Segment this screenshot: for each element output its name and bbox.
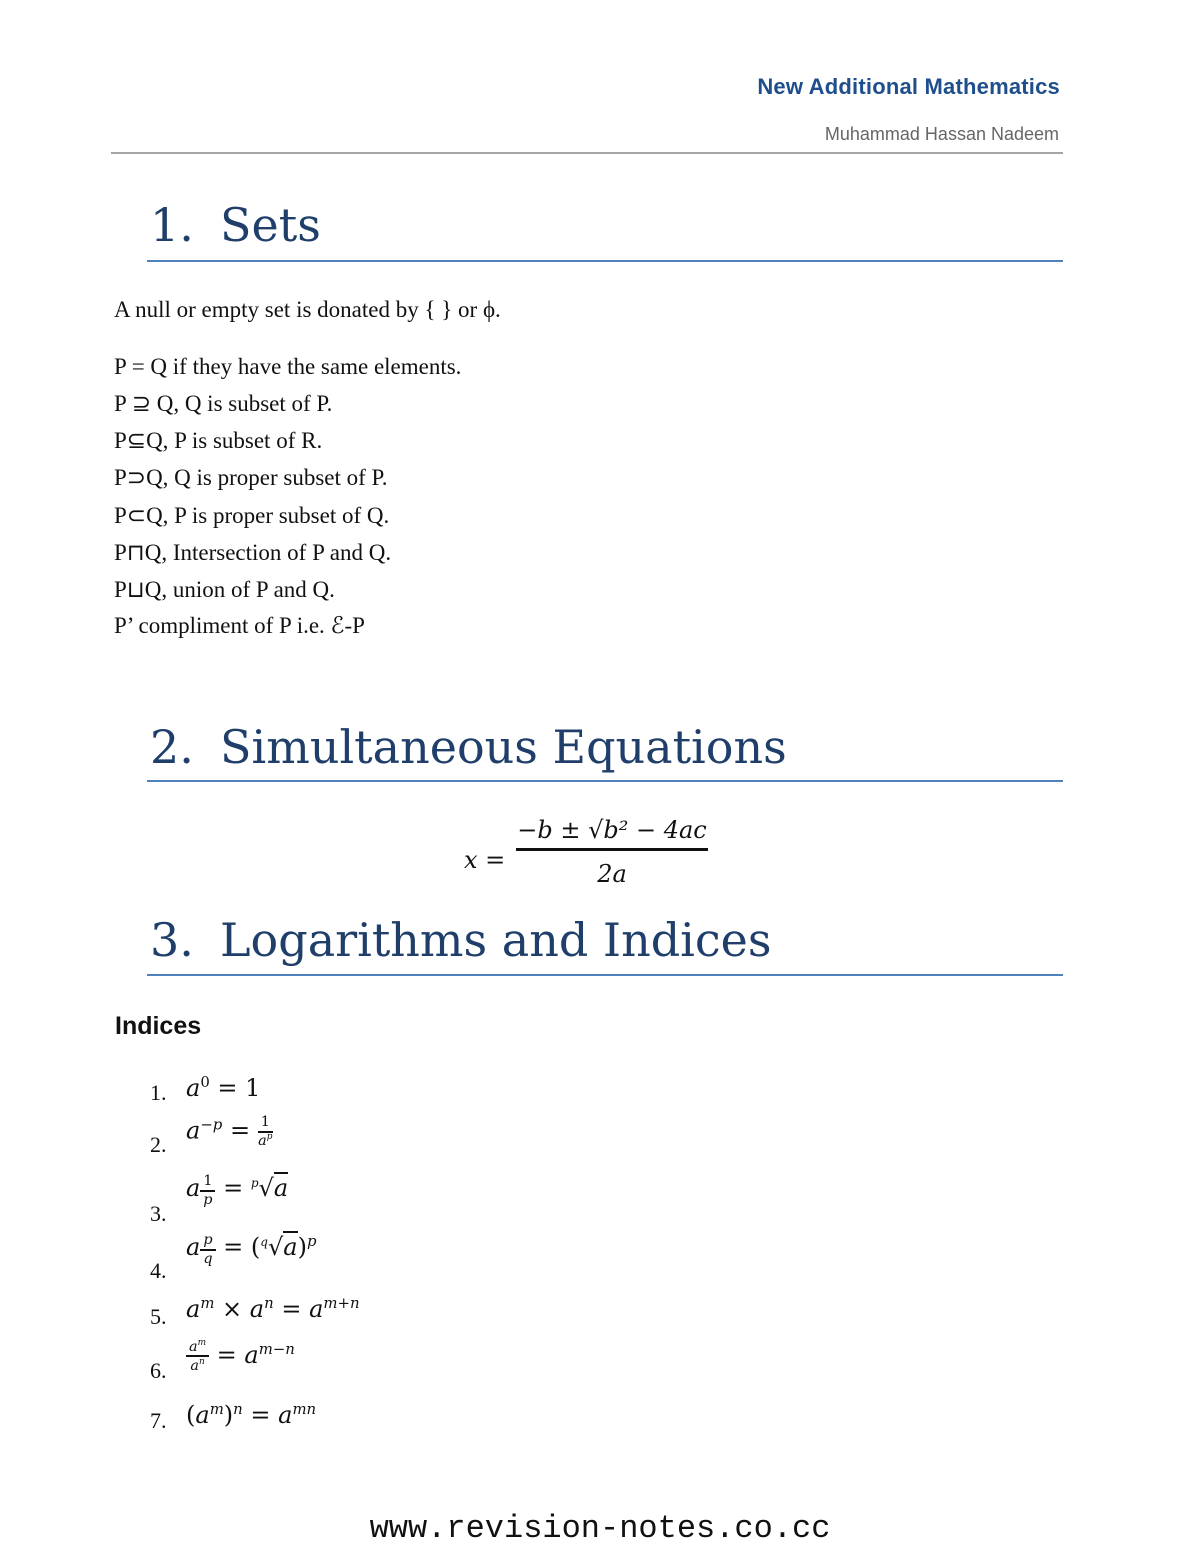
sets-line: P⊃Q, Q is proper subset of P. (114, 465, 388, 490)
section-divider (147, 974, 1063, 976)
formula-denominator: 2a (597, 860, 627, 888)
section-title-logarithms-and-indices: Logarithms and Indices (220, 913, 772, 967)
sets-line: P⊔Q, union of P and Q. (114, 577, 335, 602)
footer-website: www.revision-notes.co.cc (369, 1510, 831, 1547)
indices-heading: Indices (115, 1012, 202, 1040)
sets-line: P⊆Q, P is subset of R. (114, 428, 323, 453)
list-item-number: 3. (150, 1201, 167, 1226)
section-divider (147, 260, 1063, 262)
header-divider (111, 152, 1063, 154)
list-item-number: 7. (150, 1408, 167, 1433)
list-item-number: 6. (150, 1358, 167, 1383)
section-title-simultaneous-equations: Simultaneous Equations (220, 720, 787, 774)
document-author: Muhammad Hassan Nadeem (824, 124, 1059, 144)
index-law-fractional-root: a $\frac{1}{p}$ = $^p$√a (186, 1173, 289, 1208)
list-item-number: 5. (150, 1304, 167, 1329)
index-law-zero: $a^0 = 1$ (186, 1073, 261, 1102)
index-law-fractional-power: a $\frac{p}{q}$ = $(^q√a)^p$ (186, 1232, 317, 1267)
index-law-power-of-power: $(a^m)^n = a^{mn}$ (186, 1400, 317, 1429)
section-number: 2. (150, 720, 194, 774)
index-law-negative: $a^{-p}$ = $\frac{1}{a^p}$ (186, 1114, 273, 1150)
list-item-number: 1. (150, 1080, 167, 1105)
sets-line: P’ compliment of P i.e. ℰ-P (114, 613, 365, 638)
section-number: 1. (150, 198, 194, 252)
formula-numerator: −b ± √b² − 4ac (516, 816, 708, 851)
section-divider (147, 780, 1063, 782)
index-law-quotient: $\frac{a^m}{a^n}$ = $a^{m-n}$ (186, 1338, 295, 1375)
list-item-number: 4. (150, 1258, 167, 1283)
formula-lhs: x = (464, 846, 506, 874)
sets-intro: A null or empty set is donated by { } or ϕ. (114, 297, 501, 322)
section-number: 3. (150, 913, 194, 967)
sets-line: P⊂Q, P is proper subset of Q. (114, 503, 390, 528)
sets-line: P⊓Q, Intersection of P and Q. (114, 540, 392, 565)
sets-line: P ⊇ Q, Q is subset of P. (114, 391, 333, 416)
section-title-sets: Sets (220, 198, 321, 252)
index-law-product: $a^m \times a^n = a^{m+n}$ (186, 1294, 360, 1323)
sets-line: P = Q if they have the same elements. (114, 354, 462, 379)
document-header-title: New Additional Mathematics (757, 74, 1060, 99)
list-item-number: 2. (150, 1132, 167, 1157)
